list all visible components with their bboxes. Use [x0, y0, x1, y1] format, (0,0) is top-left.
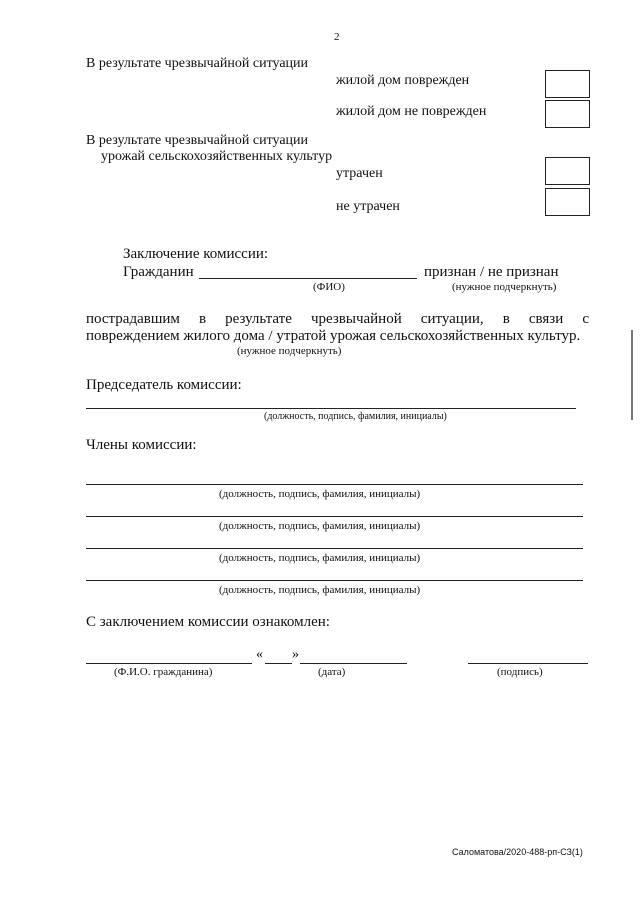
citizen-label: Гражданин: [123, 264, 194, 280]
conclusion-text-line2: повреждением жилого дома / утратой урожая сельскохозяйственных культур.: [86, 328, 581, 344]
crop-section-intro-line2: урожай сельскохозяйственных культур: [101, 149, 333, 164]
date-open-quote: «: [256, 647, 263, 662]
member-signature-field-3[interactable]: [86, 548, 583, 549]
conclusion-word: ситуации,: [420, 311, 484, 327]
conclusion-word: результате: [225, 311, 292, 327]
crop-lost-checkbox[interactable]: [545, 157, 590, 185]
underline-caption-2: (нужное подчеркнуть): [237, 345, 342, 357]
chairman-caption: (должность, подпись, фамилия, инициалы): [264, 411, 447, 422]
page-number: 2: [334, 31, 340, 43]
member-caption-1: (должность, подпись, фамилия, инициалы): [219, 488, 421, 500]
date-month-year-field[interactable]: [300, 663, 407, 664]
chairman-label: Председатель комиссии:: [86, 377, 242, 393]
conclusion-word: в: [198, 311, 207, 327]
conclusion-title: Заключение комиссии:: [123, 246, 269, 262]
conclusion-text-line1: [86, 311, 589, 328]
scan-margin-mark: [631, 330, 633, 420]
conclusion-word: в: [502, 311, 510, 327]
crop-lost-label: утрачен: [336, 166, 383, 181]
member-signature-field-2[interactable]: [86, 516, 583, 517]
date-close-quote: »: [292, 647, 299, 662]
recognition-status: признан / не признан: [424, 264, 559, 280]
crop-not-lost-checkbox[interactable]: [545, 188, 590, 216]
conclusion-word: с: [582, 311, 589, 327]
conclusion-word: чрезвычайной: [310, 311, 402, 327]
fio-caption: (ФИО): [313, 281, 345, 293]
citizen-name-caption: (Ф.И.О. гражданина): [114, 666, 213, 678]
signature-caption: (подпись): [497, 666, 543, 678]
citizen-name-field[interactable]: [86, 663, 252, 664]
member-caption-2: (должность, подпись, фамилия, инициалы): [219, 520, 421, 532]
underline-caption: (нужное подчеркнуть): [452, 281, 557, 293]
house-not-damaged-checkbox[interactable]: [545, 100, 590, 128]
citizen-signature-field[interactable]: [468, 663, 588, 664]
house-damaged-checkbox[interactable]: [545, 70, 590, 98]
house-not-damaged-label: жилой дом не поврежден: [336, 104, 487, 119]
date-day-field[interactable]: [265, 663, 292, 664]
members-label: Члены комиссии:: [86, 437, 197, 453]
date-caption: (дата): [318, 666, 346, 678]
house-damaged-label: жилой дом поврежден: [336, 73, 470, 88]
member-caption-3: (должность, подпись, фамилия, инициалы): [219, 552, 421, 564]
member-signature-field-1[interactable]: [86, 484, 583, 485]
crop-not-lost-label: не утрачен: [336, 199, 400, 214]
house-section-intro: В результате чрезвычайной ситуации: [86, 56, 309, 71]
member-signature-field-4[interactable]: [86, 580, 583, 581]
footer-document-code: Саломатова/2020-488-рп-СЗ(1): [452, 847, 583, 857]
chairman-signature-field[interactable]: [86, 408, 576, 409]
citizen-fio-field[interactable]: [199, 278, 417, 279]
conclusion-word: пострадавшим: [86, 311, 180, 327]
crop-section-intro-line1: В результате чрезвычайной ситуации: [86, 133, 309, 148]
member-caption-4: (должность, подпись, фамилия, инициалы): [219, 584, 421, 596]
acknowledgement-label: С заключением комиссии ознакомлен:: [86, 614, 330, 630]
conclusion-word: связи: [528, 311, 564, 327]
